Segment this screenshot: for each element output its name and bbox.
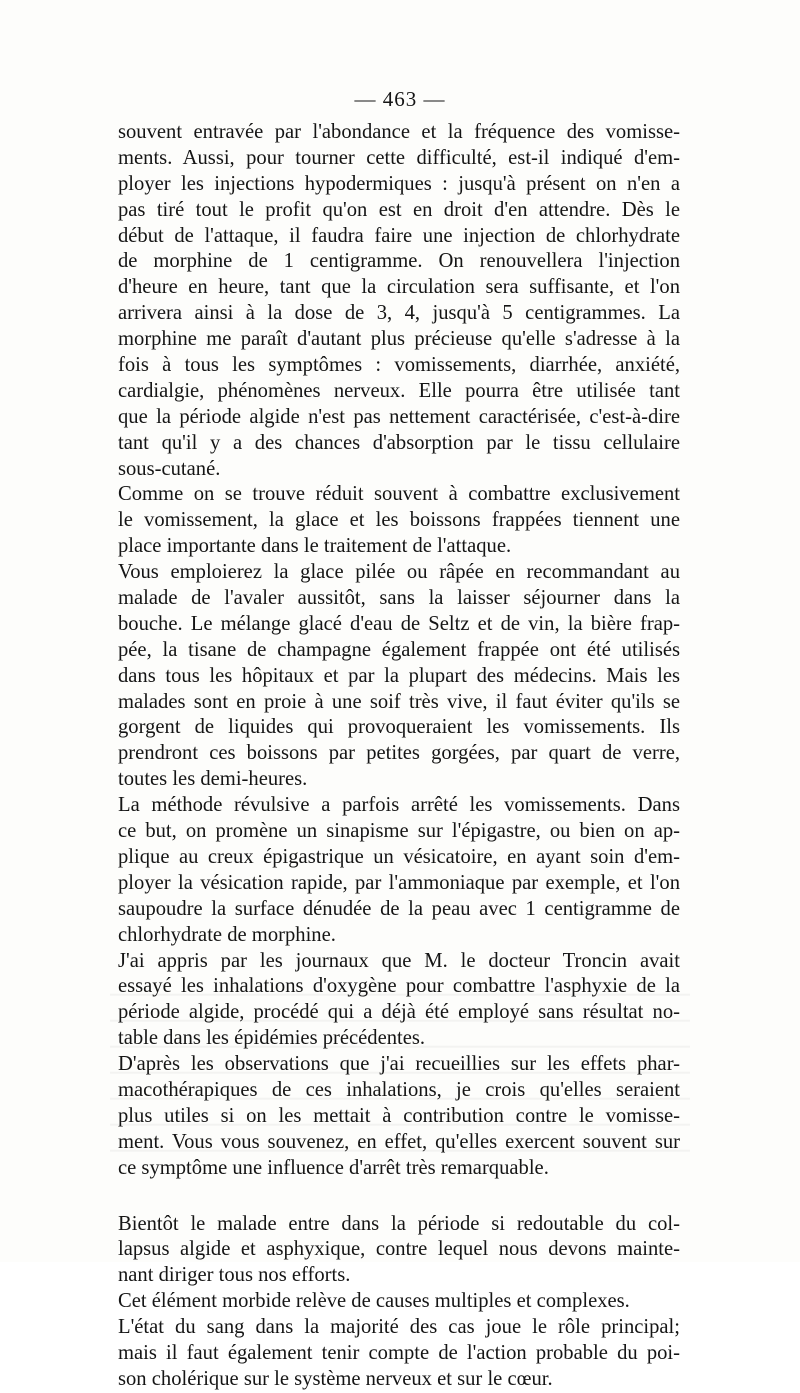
text-line: ce symptôme une influence d'arrêt très remarquable. [118,1156,549,1179]
section-gap [118,1182,680,1212]
paragraph [118,949,680,1053]
text-line: L'état du sang dans la majorité des cas joue le rôle principal; [118,1316,680,1339]
text-line: nant diriger tous nos efforts. [118,1264,351,1287]
paragraph [118,1289,680,1315]
text-line: de morphine de 1 centigramme. On renouvellera l'injection [118,250,680,273]
text-line: bouche. Le mélange glacé d'eau de Seltz et de vin, la bière frap- [118,612,680,635]
text-line: ployer les injections hypodermiques : jusqu'à présent on n'en a [118,172,680,195]
text-line: d'heure en heure, tant que la circulation sera suffisante, et l'on [118,276,680,299]
text-line: malade de l'avaler aussitôt, sans la laisser séjourner dans la [118,587,680,610]
text-line: La méthode révulsive a parfois arrêté les vomissements. Dans [118,794,680,817]
text-line: ment. Vous vous souvenez, en effet, qu'elles exercent souvent sur [118,1130,680,1153]
text-line: place importante dans le traitement de l'attaque. [118,535,512,558]
text-line: saupoudre la surface dénudée de la peau avec 1 centigramme de [118,897,680,920]
paragraph [118,120,680,482]
text-line: table dans les épidémies précédentes. [118,1027,426,1050]
text-line: tant qu'il y a des chances d'absorption par le tissu cellulaire [118,431,680,454]
text-line: le vomissement, la glace et les boissons frappées tiennent une [118,509,680,532]
paragraph [118,482,680,560]
text-line: malades sont en proie à une soif très vive, il faut éviter qu'ils se [118,690,680,713]
paragraph [118,1212,680,1290]
text-line: prendront ces boissons par petites gorgées, par quart de verre, [118,742,680,765]
text-line: morphine me paraît d'autant plus précieuse qu'elle s'adresse à la [118,328,680,351]
text-line: pée, la tisane de champagne également frappée ont été utilisés [118,638,680,661]
paragraph [118,793,680,948]
text-line: début de l'attaque, il faudra faire une injection de chlorhydrate [118,224,680,247]
text-line: sous-cutané. [118,457,221,480]
text-line: pas tiré tout le profit qu'on est en droit d'en attendre. Dès le [118,198,680,221]
text-line: mais il faut également tenir compte de l'action probable du poi- [118,1341,680,1364]
text-line: souvent entravée par l'abondance et la fréquence des vomisse- [118,121,680,143]
text-line: J'ai appris par les journaux que M. le docteur Troncin avait [118,949,680,972]
text-line: plus utiles si on les mettait à contribution contre le vomisse- [118,1104,680,1127]
text-line: ments. Aussi, pour tourner cette difficulté, est-il indiqué d'em- [118,146,680,169]
text-line: D'après les observations que j'ai recueillies sur les effets phar- [118,1053,680,1076]
paragraph [118,560,680,793]
text-line: ce but, on promène un sinapisme sur l'épigastre, ou bien on ap- [118,820,680,843]
text-line: cardialgie, phénomènes nerveux. Elle pourra être utilisée tant [118,379,680,402]
body-text [118,120,680,1393]
text-line: essayé les inhalations d'oxygène pour combattre l'asphyxie de la [118,975,680,998]
text-line: dans tous les hôpitaux et par la plupart des médecins. Mais les [118,664,680,687]
text-line: Bientôt le malade entre dans la période si redoutable du col- [118,1212,680,1235]
text-line: période algide, procédé qui a déjà été employé sans résultat no- [118,1001,680,1024]
text-line: chlorhydrate de morphine. [118,923,336,946]
text-line: lapsus algide et asphyxique, contre lequel nous devons mainte- [118,1238,680,1261]
text-line: gorgent de liquides qui provoqueraient les vomissements. Ils [118,716,680,739]
text-line: Cet élément morbide relève de causes multiples et complexes. [118,1290,630,1313]
text-line: fois à tous les symptômes : vomissements, diarrhée, anxiété, [118,354,680,377]
text-line: macothérapiques de ces inhalations, je crois qu'elles seraient [118,1078,680,1101]
text-line: Vous emploierez la glace pilée ou râpée en recommandant au [118,561,680,584]
paragraph [118,1315,680,1393]
text-line: Comme on se trouve réduit souvent à combattre exclusivement [118,483,680,506]
page-number: — 463 — [354,87,446,111]
paragraph [118,1052,680,1181]
text-line: arrivera ainsi à la dose de 3, 4, jusqu'à 5 centigrammes. La [118,302,680,325]
text-line: plique au creux épigastrique un vésicatoire, en ayant soin d'em- [118,845,680,868]
text-line: toutes les demi-heures. [118,768,308,791]
text-line: son cholérique sur le système nerveux et sur le cœur. [118,1367,553,1390]
text-line: que la période algide n'est pas nettement caractérisée, c'est-à-dire [118,405,680,428]
text-line: ployer la vésication rapide, par l'ammoniaque par exemple, et l'on [118,871,680,894]
